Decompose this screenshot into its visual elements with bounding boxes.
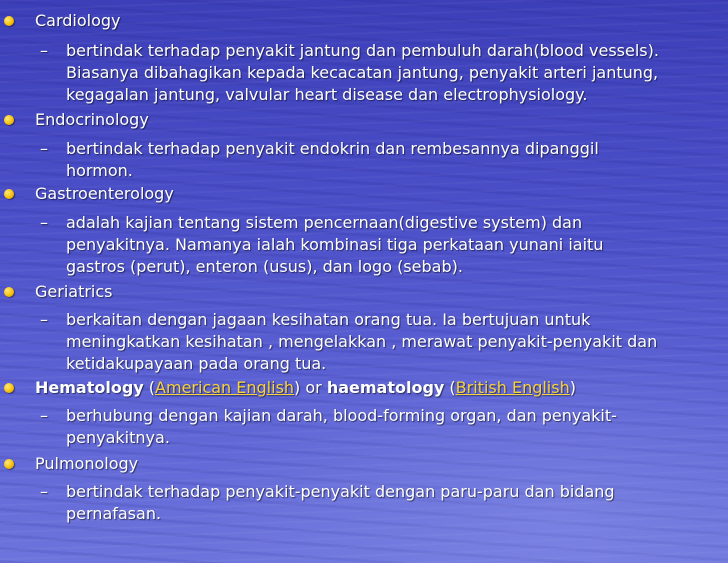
bullet-title: Endocrinology xyxy=(35,110,149,129)
dash-marker: – xyxy=(40,310,48,329)
text-line: pernafasan. xyxy=(66,504,162,523)
text-line: penyakitnya. xyxy=(66,428,170,447)
bullet-title: Gastroenterology xyxy=(35,184,174,203)
dash-marker: – xyxy=(40,41,48,60)
link-british-english[interactable]: British English xyxy=(455,378,570,397)
text-line: bertindak terhadap penyakit jantung dan pembuluh darah(blood vessels). xyxy=(66,41,659,60)
bullet-title: Geriatrics xyxy=(35,282,113,301)
link-american-english[interactable]: American English xyxy=(155,378,295,397)
text-line: hormon. xyxy=(66,161,133,180)
text-line: Biasanya dibahagikan kepada kecacatan jantung, penyakit arteri jantung, xyxy=(66,63,659,82)
bullet-icon xyxy=(4,115,14,125)
dash-marker: – xyxy=(40,213,48,232)
text-line: berhubung dengan kajian darah, blood-forming organ, dan penyakit- xyxy=(66,406,617,425)
sub-item-text xyxy=(66,481,722,525)
term-hematology: Hematology xyxy=(35,378,144,397)
text-line: adalah kajian tentang sistem pencernaan(digestive system) dan xyxy=(66,213,583,232)
bullet-icon xyxy=(4,287,14,297)
text-line: kegagalan jantung, valvular heart disease dan electrophysiology. xyxy=(66,85,588,104)
dash-marker: – xyxy=(40,406,48,425)
bullet-icon xyxy=(4,189,14,199)
title-text: ) or xyxy=(294,378,327,397)
sub-item-text xyxy=(66,212,722,278)
dash-marker: – xyxy=(40,139,48,158)
bullet-title xyxy=(35,378,576,397)
text-line: bertindak terhadap penyakit endokrin dan rembesannya dipanggil xyxy=(66,139,599,158)
title-text: ) xyxy=(569,378,576,397)
term-haematology: haematology xyxy=(326,378,445,397)
sub-item-text xyxy=(66,405,722,449)
text-line: bertindak terhadap penyakit-penyakit dengan paru-paru dan bidang xyxy=(66,482,615,501)
bullet-title: Cardiology xyxy=(35,11,121,30)
bullet-title: Pulmonology xyxy=(35,454,139,473)
bullet-icon xyxy=(4,16,14,26)
text-line: penyakitnya. Namanya ialah kombinasi tiga perkataan yunani iaitu xyxy=(66,235,604,254)
title-text: ( xyxy=(143,378,156,397)
text-line: berkaitan dengan jagaan kesihatan orang tua. Ia bertujuan untuk xyxy=(66,310,591,329)
bullet-icon xyxy=(4,383,14,393)
sub-item-text xyxy=(66,138,722,182)
sub-item-text xyxy=(66,40,722,106)
text-line: meningkatkan kesihatan , mengelakkan , merawat penyakit-penyakit dan xyxy=(66,332,658,351)
text-line: gastros (perut), enteron (usus), dan logo (sebab). xyxy=(66,257,463,276)
text-line: ketidakupayaan pada orang tua. xyxy=(66,354,327,373)
dash-marker: – xyxy=(40,482,48,501)
bullet-icon xyxy=(4,459,14,469)
title-text: ( xyxy=(444,378,456,397)
sub-item-text xyxy=(66,309,722,375)
